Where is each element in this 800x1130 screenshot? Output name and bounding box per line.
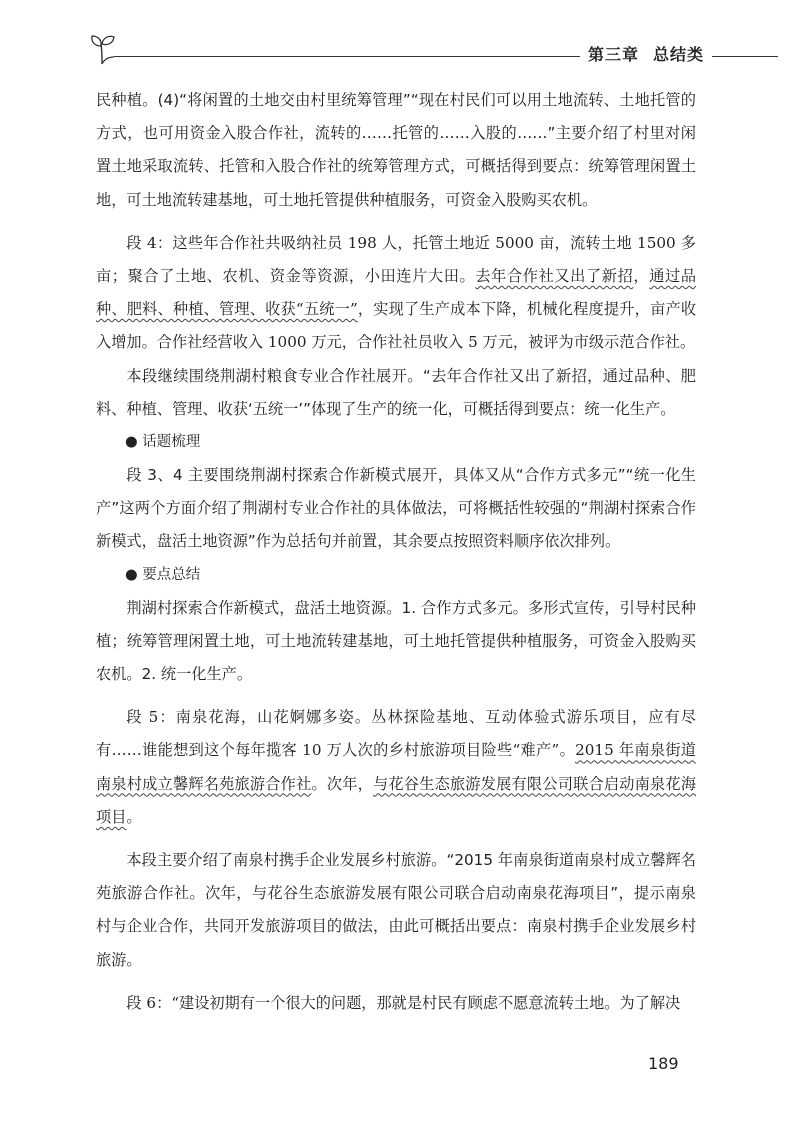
- source-paragraph-6: [96, 987, 696, 1020]
- summary-heading: ● 要点总结: [125, 566, 201, 583]
- chapter-name: 总结类: [652, 45, 704, 64]
- analysis-paragraph-4: [96, 360, 696, 426]
- source-text: 。次年，: [311, 774, 374, 793]
- source-text: 段 4：这些年合作社共吸纳社员 198 人，托管土地近 5000 亩，流转土地 1500 多亩；聚合了土地、农机、资金等资源，小田连片大田。: [96, 233, 696, 286]
- page-body: [96, 84, 696, 1020]
- underlined-phrase: 与花谷生态旅游发展有限公司联合启动南泉花海项目: [96, 774, 697, 826]
- summary-text: 荆湖村探索合作新模式，盘活土地资源。1. 合作方式多元。多形式宣传，引导村民种植；统筹管理闲置土地，可土地流转建基地，可土地托管提供种植服务，可资金入股购买农机。2. 统一化生产。: [96, 598, 696, 684]
- summary-paragraph: [96, 592, 696, 692]
- analysis-paragraph-5: [96, 844, 696, 977]
- chapter-number: 第三章: [587, 45, 639, 64]
- analysis-text: 本段继续围绕荆湖村粮食专业合作社展开。“去年合作社又出了新招，通过品种、肥料、种植、管理、收获‘五统一’”体现了生产的统一化，可概括得到要点：统一化生产。: [96, 366, 696, 418]
- analysis-text: 本段主要介绍了南泉村携手企业发展乡村旅游。“2015 年南泉街道南泉村成立馨辉名苑旅游合作社。次年，与花谷生态旅游发展有限公司联合启动南泉花海项目”，提示南泉村与企业合作，共同开发旅游项目的做法，由此可概括出要点：南泉村携手企业发展乡村旅游。: [96, 851, 696, 969]
- source-text: ，: [633, 267, 650, 286]
- paragraph-continuation: [96, 84, 696, 217]
- topic-text: 段 3、4 主要围绕荆湖村探索合作新模式展开，具体又从“合作方式多元”“统一化生产”这两个方面介绍了荆湖村专业合作社的具体做法，可将概括性较强的“荆湖村探索合作新模式，盘活土地资源”作为总括句并前置，其余要点按照资料顺序依次排列。: [96, 466, 696, 551]
- chapter-title: [580, 42, 712, 65]
- source-text: ，实现了生产成本下降，机械化程度提升，亩产收入增加。合作社经营收入 1000 万元，合作社社员收入 5 万元，被评为市级示范合作社。: [96, 300, 697, 352]
- underlined-phrase: 通过品种、肥料、种植、管理、收获“五统一”: [96, 267, 697, 319]
- underlined-phrase: 去年合作社又出了新招: [475, 267, 634, 286]
- topic-paragraph: [96, 459, 696, 559]
- topic-heading: ● 话题梳理: [125, 434, 201, 451]
- underlined-phrase: 2015 年南泉街道南泉村成立馨辉名苑旅游合作社: [96, 741, 696, 793]
- page-number: 189: [648, 1054, 679, 1073]
- source-paragraph-5: [96, 701, 696, 834]
- running-header: [88, 30, 778, 70]
- source-text: 段 5：南泉花海，山花婀娜多姿。丛林探险基地、互动体验式游乐项目，应有尽有……谁能想到这个每年揽客 10 万人次的乡村旅游项目险些“难产”。: [96, 708, 696, 760]
- source-text: 段 6：“建设初期有一个很大的问题，那就是村民有顾虑不愿意流转土地。为了解决: [126, 993, 681, 1012]
- paragraph-text: 民种植。(4)“将闲置的土地交由村里统筹管理”“现在村民们可以用土地流转、土地托管的方式，也可用资金入股合作社，流转的……托管的……入股的……”主要介绍了村里对闲置土地采取流转、托管和入股合作社的统筹管理方式，可概括得到要点：统筹管理闲置土地，可土地流转建基地，可土地托管提供种植服务，可资金入股购买农机。: [96, 91, 696, 209]
- source-text: 。: [126, 807, 142, 826]
- sprout-icon: [88, 30, 118, 70]
- source-paragraph-4: [96, 227, 696, 360]
